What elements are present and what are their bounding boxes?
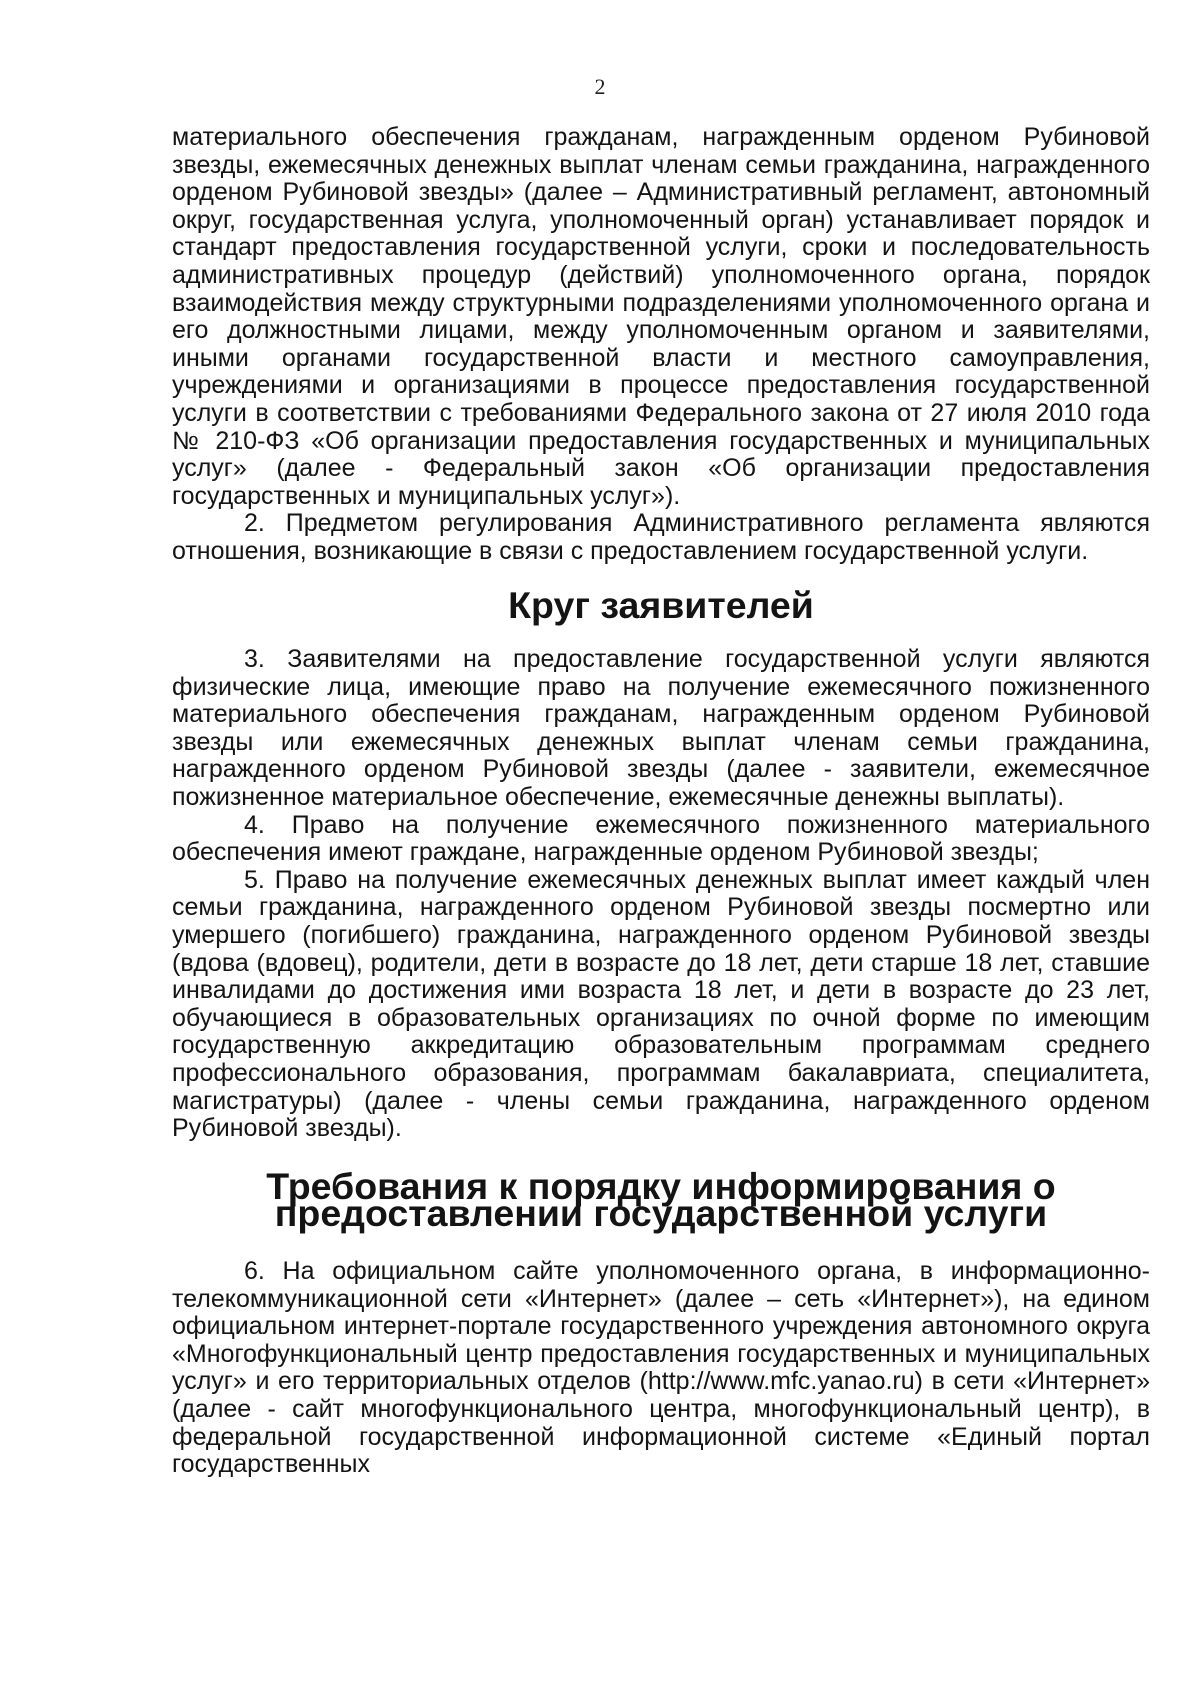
paragraph-6: 6. На официальном сайте уполномоченного органа, в информационно-телекоммуникационной сети «Интернет» (далее – сеть «Интернет»), на едином официальном интернет-портале государственного учреждения автономного округа «Многофункциональный центр предоставления государственных и муниципальных услуг» и его территориальных отделов (http://www.mfc.yanao.ru) в сети «Интернет» (далее - сайт многофункционального центра, многофункциональный центр), в федеральной государственной информационной системе «Единый портал государственных xyxy=(172,1256,1150,1479)
document-body xyxy=(172,124,1150,1479)
section-heading-information-requirements: Требования к порядку информирования о предоставлении государственной услуги xyxy=(266,1164,1056,1235)
page-number: 2 xyxy=(594,74,606,99)
paragraph-2: 2. Предметом регулирования Административного регламента являются отношения, возникающие в связи с предоставлением государственной услуги. xyxy=(172,509,1150,565)
paragraph-3: 3. Заявителями на предоставление государственной услуги являются физические лица, имеющие право на получение ежемесячного пожизненного материального обеспечения гражданам, награжденным орденом Рубиновой звезды или ежемесячных денежных выплат членам семьи гражданина, награжденного орденом Рубиновой звезды (далее - заявители, ежемесячное пожизненное материальное обеспечение, ежемесячные денежны выплаты). xyxy=(172,645,1150,812)
section-heading-applicants: Круг заявителей xyxy=(508,583,814,626)
paragraph-4: 4. Право на получение ежемесячного пожизненного материального обеспечения имеют граждане, награжденные орденом Рубиновой звезды; xyxy=(172,810,1150,867)
paragraph-5: 5. Право на получение ежемесячных денежных выплат имеет каждый член семьи гражданина, награжденного орденом Рубиновой звезды посмертно или умершего (погибшего) гражданина, награжденного орденом Рубиновой звезды (вдова (вдовец), родители, дети в возрасте до 18 лет, дети старше 18 лет, ставшие инвалидами до достижения ими возраста 18 лет, и дети в возрасте до 23 лет, обучающиеся в образовательных организациях по очной форме по имеющим государственную аккредитацию образовательным программам среднего профессионального образования, программам бакалавриата, специалитета, магистратуры) (далее - члены семьи гражданина, награжденного орденом Рубиновой звезды). xyxy=(172,865,1150,1143)
paragraph-1-continuation: материального обеспечения гражданам, награжденным орденом Рубиновой звезды, ежемесячных денежных выплат членам семьи гражданина, награжденного орденом Рубиновой звезды» (далее – Административный регламент, автономный округ, государственная услуга, уполномоченный орган) устанавливает порядок и стандарт предоставления государственной услуги, сроки и последовательность административных процедур (действий) уполномоченного органа, порядок взаимодействия между структурными подразделениями уполномоченного органа и его должностными лицами, между уполномоченным органом и заявителями, иными органами государственной власти и местного самоуправления, учреждениями и организациями в процессе предоставления государственной услуги в соответствии с требованиями Федерального закона от 27 июля 2010 года № 210-ФЗ «Об организации предоставления государственных и муниципальных услуг» (далее - Федеральный закон «Об организации предоставления государственных и муниципальных услуг»). xyxy=(172,123,1150,510)
